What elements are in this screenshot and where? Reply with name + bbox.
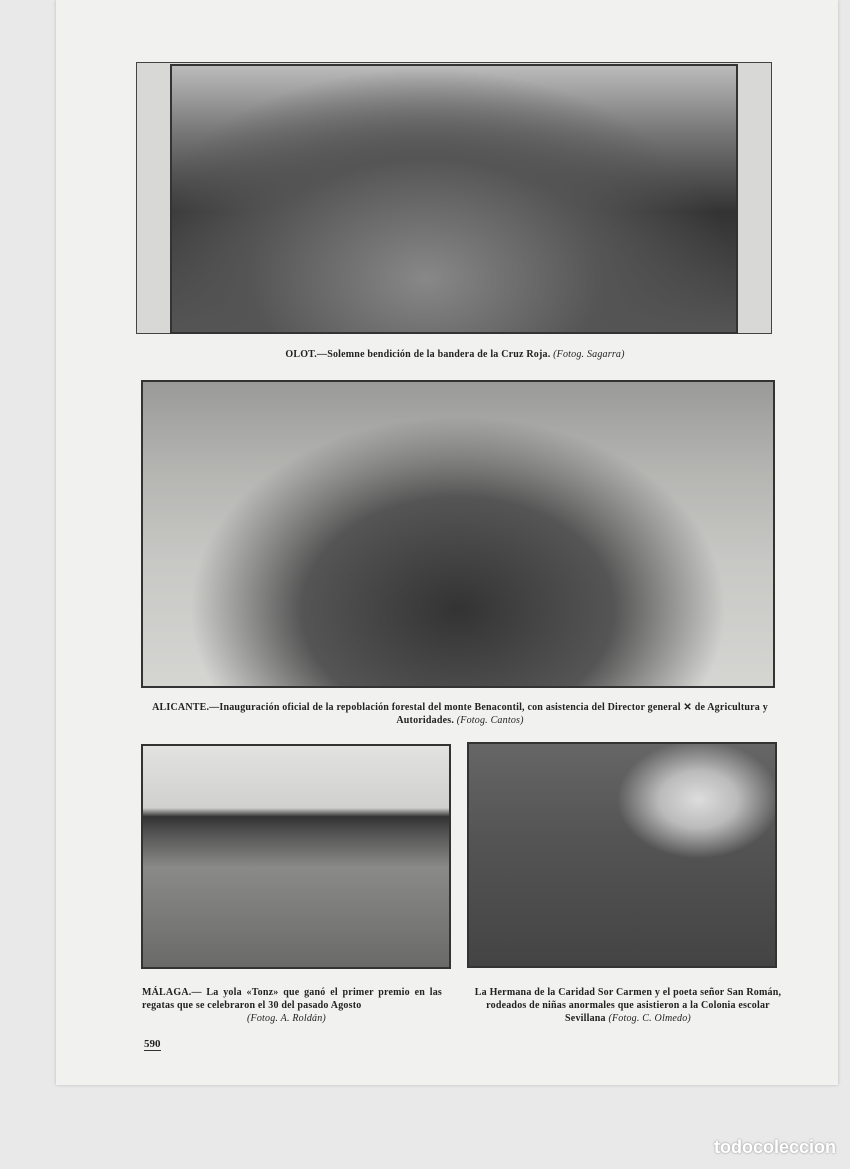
photo-credit: (Fotog. Sagarra) bbox=[553, 349, 625, 360]
caption-text: ALICANTE.—Inauguración oficial de la repoblación forestal del monte Benacontil, con asistencia del Director general ✕ de Agricultura y Autoridades. bbox=[152, 702, 768, 726]
watermark: todocoleccion bbox=[713, 1137, 836, 1157]
caption-text: MÁLAGA.— La yola «Tonz» que ganó el primer premio en las regatas que se celebraron el 30 del pasado Agosto bbox=[142, 987, 442, 1011]
photo-olot bbox=[170, 64, 738, 334]
photo-credit: (Fotog. A. Roldán) bbox=[247, 1013, 326, 1024]
photo-credit: (Fotog. Cantos) bbox=[456, 715, 524, 726]
caption-text: OLOT.—Solemne bendición de la bandera de la Cruz Roja. bbox=[285, 349, 551, 360]
photo-alicante bbox=[141, 380, 775, 688]
caption-malaga bbox=[142, 986, 442, 1025]
caption-olot bbox=[150, 348, 760, 361]
photo-credit: (Fotog. C. Olmedo) bbox=[608, 1013, 691, 1024]
photo-malaga bbox=[141, 744, 451, 969]
page-number: 590 bbox=[144, 1038, 161, 1050]
caption-alicante bbox=[140, 701, 780, 727]
photo-sevilla bbox=[467, 742, 777, 968]
caption-text: La Hermana de la Caridad Sor Carmen y el poeta señor San Román, rodeados de niñas anormales que asistieron a la Colonia escolar Sevillana bbox=[474, 987, 782, 1024]
caption-sevilla bbox=[470, 986, 786, 1025]
